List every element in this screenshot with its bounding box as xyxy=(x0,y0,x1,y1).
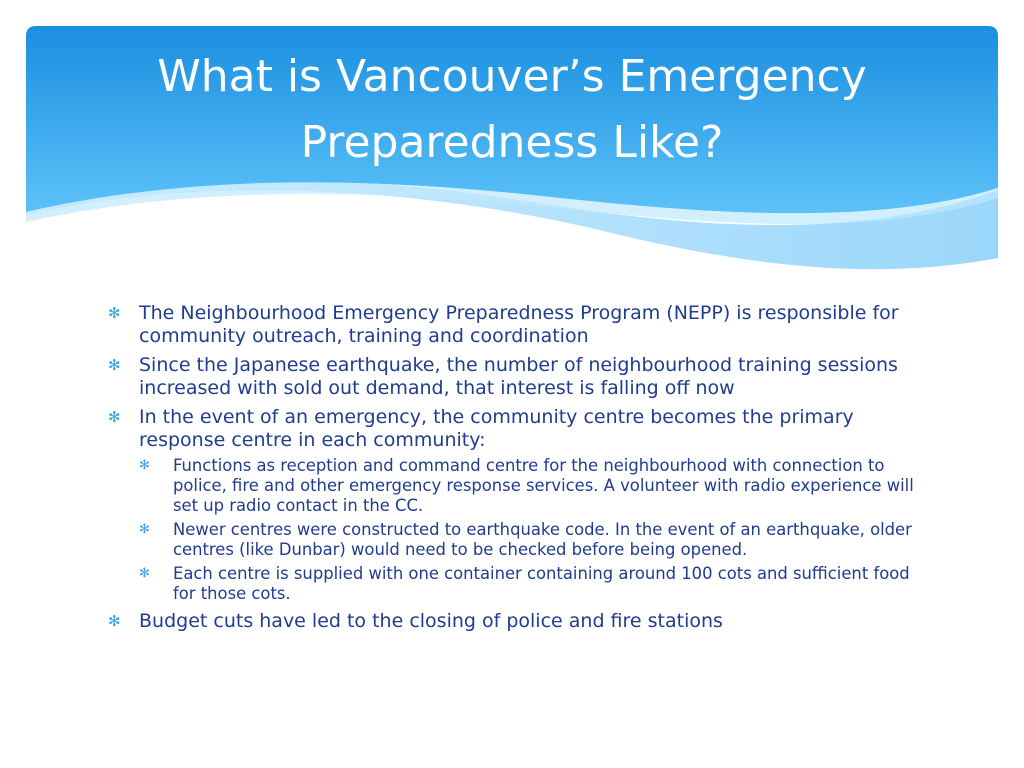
slide-title: What is Vancouver’s Emergency Preparedness Like? xyxy=(157,51,867,168)
bullet-text: Budget cuts have led to the closing of police and fire stations xyxy=(139,610,723,632)
bullet-text: Since the Japanese earthquake, the number of neighbourhood training sessions increased with sold out demand, that interest is falling off now xyxy=(139,354,898,399)
bullet-text: The Neighbourhood Emergency Preparedness Program (NEPP) is responsible for community outreach, training and coordination xyxy=(139,302,899,347)
sub-bullet-list xyxy=(139,456,918,604)
bullet-item xyxy=(108,354,918,400)
bullet-text: In the event of an emergency, the community centre becomes the primary response centre in each community: xyxy=(139,406,854,451)
bullet-list xyxy=(108,302,918,633)
sub-bullet-text: Newer centres were constructed to earthquake code. In the event of an earthquake, older centres (like Dunbar) would need to be checked before being opened. xyxy=(173,520,912,559)
bullet-item xyxy=(108,406,918,604)
sub-bullet-item xyxy=(139,564,918,604)
asterisk-bullet-icon: ✻ xyxy=(108,356,121,374)
sub-bullet-text: Functions as reception and command centre for the neighbourhood with connection to police, fire and other emergency response services. A volunteer with radio experience will set up radio contact in the CC. xyxy=(173,456,914,515)
asterisk-bullet-icon: ✻ xyxy=(108,408,121,426)
sub-bullet-text: Each centre is supplied with one container containing around 100 cots and sufficient food for those cots. xyxy=(173,564,910,603)
bullet-item xyxy=(108,610,918,633)
asterisk-bullet-icon: ✻ xyxy=(139,522,150,537)
asterisk-bullet-icon: ✻ xyxy=(139,458,150,473)
sub-bullet-item xyxy=(139,456,918,516)
bullet-item xyxy=(108,302,918,348)
asterisk-bullet-icon: ✻ xyxy=(139,566,150,581)
asterisk-bullet-icon: ✻ xyxy=(108,612,121,630)
bullet-list-container xyxy=(108,302,918,639)
asterisk-bullet-icon: ✻ xyxy=(108,304,121,322)
sub-bullet-item xyxy=(139,520,918,560)
